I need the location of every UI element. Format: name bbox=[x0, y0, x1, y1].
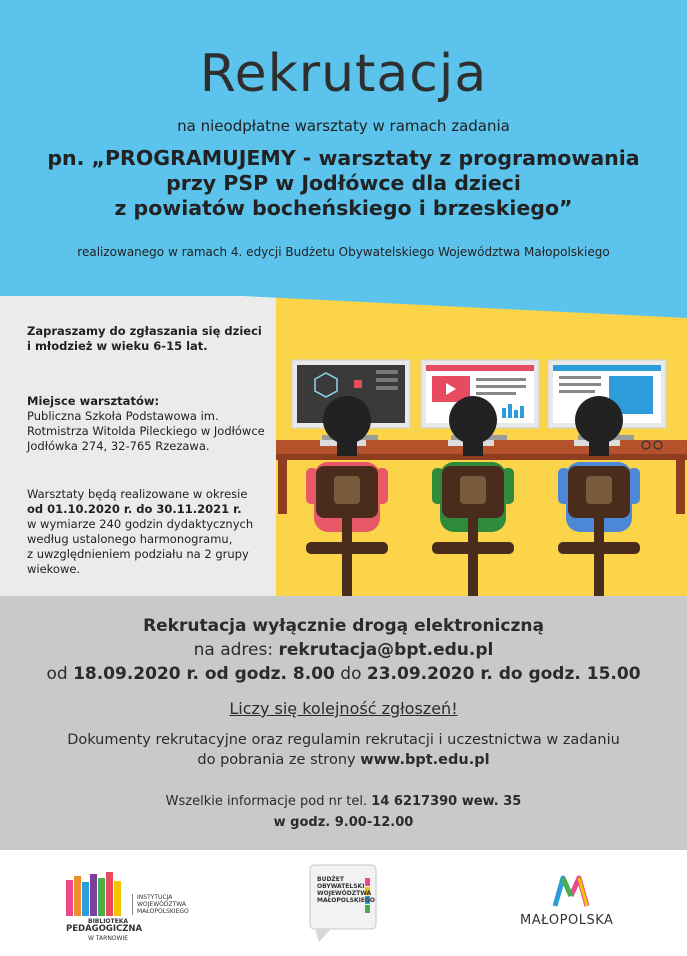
place-block bbox=[27, 394, 267, 454]
email-prefix: na adres: bbox=[193, 640, 274, 660]
footer-logos bbox=[0, 850, 687, 956]
docs-prefix: do pobrania ze strony bbox=[197, 752, 356, 768]
period-line4: według ustalonego harmonogramu, bbox=[27, 532, 233, 546]
recruitment-panel bbox=[0, 596, 687, 850]
info-panel bbox=[0, 296, 276, 596]
library-name1: BIBLIOTEKA bbox=[88, 918, 129, 925]
illustration-panel bbox=[276, 290, 687, 596]
period-line1: Warsztaty będą realizowane w okresie bbox=[27, 487, 248, 501]
program-name-line2: przy PSP w Jodłówce dla dzieci bbox=[166, 171, 521, 195]
institution-line1: INSTYTUCJA bbox=[137, 894, 173, 901]
period-dates: od 01.10.2020 r. do 30.11.2021 r. bbox=[27, 502, 242, 516]
period-line3: w wymiarze 240 godzin dydaktycznych bbox=[27, 517, 254, 531]
place-line1: Publiczna Szkoła Podstawowa im. bbox=[27, 409, 219, 423]
period-block bbox=[27, 487, 267, 577]
institution-line3: MAŁOPOLSKIEGO bbox=[137, 908, 189, 915]
place-heading: Miejsce warsztatów: bbox=[27, 394, 160, 408]
email-line bbox=[0, 640, 687, 660]
library-name3: W TARNOWIE bbox=[88, 935, 129, 942]
phone-number: 14 6217390 wew. 35 bbox=[371, 794, 522, 809]
institution-label bbox=[132, 894, 197, 915]
budget-line1: BUDŻET bbox=[317, 876, 344, 883]
institution-line2: WOJEWÓDZTWA bbox=[137, 901, 186, 908]
header-slant bbox=[0, 0, 687, 320]
contact-prefix: Wszelkie informacje pod nr tel. bbox=[165, 794, 368, 809]
place-line2: Rotmistrza Witolda Pileckiego w Jodłówce bbox=[27, 424, 265, 438]
classroom-illustration bbox=[276, 290, 687, 596]
contact-hours: w godz. 9.00-12.00 bbox=[273, 815, 414, 830]
budget-logo bbox=[309, 864, 377, 944]
period-line5: z uwzględnieniem podziału na 2 grupy bbox=[27, 547, 249, 561]
to-word: do bbox=[340, 664, 362, 684]
invite-line1: Zapraszamy do zgłaszania się dzieci bbox=[27, 324, 262, 338]
website-link[interactable]: www.bpt.edu.pl bbox=[360, 752, 490, 768]
start-date: 18.09.2020 r. od godz. 8.00 bbox=[73, 664, 335, 684]
budget-line3: WOJEWÓDZTWA bbox=[317, 890, 372, 897]
invite-text bbox=[27, 324, 267, 354]
dates-line bbox=[0, 664, 687, 684]
malopolska-m-icon bbox=[551, 874, 591, 908]
place-line3: Jodłówka 274, 32-765 Rzezawa. bbox=[27, 439, 210, 453]
period-line6: wiekowe. bbox=[27, 562, 81, 576]
budget-note: realizowanego w ramach 4. edycji Budżetu Obywatelskiego Województwa Małopolskiego bbox=[77, 245, 610, 259]
budget-line4: MAŁOPOLSKIEGO bbox=[317, 897, 376, 904]
malopolska-logo bbox=[514, 874, 624, 934]
subtitle: na nieodpłatne warsztaty w ramach zadania bbox=[177, 117, 510, 135]
program-name-line3: z powiatów bocheńskiego i brzeskiego” bbox=[114, 196, 573, 220]
docs-line1: Dokumenty rekrutacyjne oraz regulamin rekrutacji i uczestnictwa w zadaniu bbox=[67, 732, 620, 748]
invite-line2: i młodzież w wieku 6-15 lat. bbox=[27, 339, 208, 353]
recruitment-heading: Rekrutacja wyłącznie drogą elektroniczną bbox=[143, 616, 544, 636]
region-name: MAŁOPOLSKA bbox=[520, 913, 614, 928]
end-date: 23.09.2020 r. do godz. 15.00 bbox=[366, 664, 641, 684]
budget-line2: OBYWATELSKI bbox=[317, 883, 365, 890]
from-word: od bbox=[46, 664, 68, 684]
order-note: Liczy się kolejność zgłoszeń! bbox=[229, 699, 458, 718]
program-name-line1: pn. „PROGRAMUJEMY - warsztaty z programowania bbox=[47, 146, 640, 170]
library-logo bbox=[62, 872, 143, 942]
docs-line2 bbox=[0, 752, 687, 768]
contact-line bbox=[0, 794, 687, 809]
page-title: Rekrutacja bbox=[199, 44, 488, 104]
books-icon bbox=[66, 872, 124, 916]
email-address[interactable]: rekrutacja@bpt.edu.pl bbox=[278, 640, 494, 660]
library-name2: PEDAGOGICZNA bbox=[66, 924, 143, 934]
